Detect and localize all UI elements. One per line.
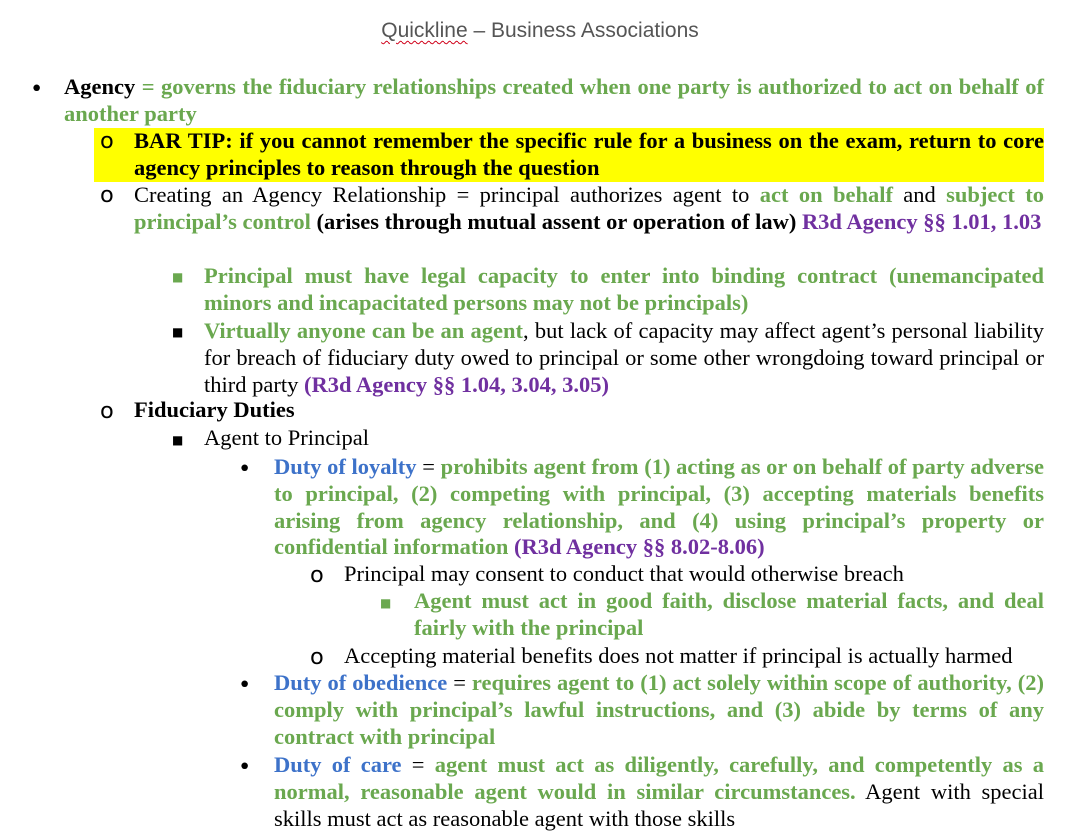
circle-bullet: o [310,644,324,670]
disc-bullet: • [238,456,252,482]
circle-bullet: o [310,562,324,588]
agent-capacity-citation: (R3d Agency §§ 1.04, 3.04, 3.05) [303,371,609,397]
agent-capacity-item [204,318,1044,398]
care-eq: = [401,752,435,777]
loyalty-eq: = [416,454,441,479]
agent-capacity-lead: Virtually anyone can be an agent [204,318,524,343]
principal-capacity-item [204,263,1044,317]
circle-bullet: o [100,128,114,154]
duty-of-loyalty-item [274,454,1044,561]
agent-to-principal-item [204,425,1044,452]
page-header [0,19,1080,43]
care-special-skills: Agent with special skills must act as reasonable agent with those skills [274,778,1044,831]
loyalty-citation: (R3d Agency §§ 8.02-8.06) [508,534,765,560]
disc-bullet: • [30,76,44,102]
good-faith-text: Agent must act in good faith, disclose material facts, and deal fairly with the principal [414,588,1044,640]
agency-item [64,74,1044,128]
obedience-eq: = [447,670,472,695]
creating-act-on-behalf: act on behalf [759,182,893,207]
creating-citation: R3d Agency §§ 1.01, 1.03 [801,208,1042,234]
good-faith-item [414,588,1044,642]
obedience-term: Duty of obedience [274,670,448,695]
benefits-item [344,643,1044,670]
header-title: – Business Associations [467,19,699,42]
bar-tip-item [134,128,1044,182]
bar-tip-text: BAR TIP: if you cannot remember the specific rule for a business on the exam, return to core agency principles to reason through the question [134,128,1044,180]
loyalty-term: Duty of loyalty [274,454,417,479]
creating-text-c: and [892,182,947,207]
obedience-definition: requires agent to (1) act solely within scope of authority, (2) comply with principal’s lawful instructions, and (3) abide by terms of any contract with principal [274,670,1044,749]
care-term: Duty of care [274,752,402,777]
creating-mutual-assent: (arises through mutual assent or operation of law) [310,208,802,234]
creating-agency-item [134,182,1044,236]
care-definition: agent must act as diligently, carefully, and competently as a normal, reasonable agent would in similar circumstances. [274,752,1044,804]
duty-of-obedience-item [274,670,1044,750]
agent-to-principal-text: Agent to Principal [204,425,369,450]
square-bullet: ■ [172,270,184,284]
consent-text: Principal may consent to conduct that would otherwise breach [344,561,904,586]
principal-capacity-text: Principal must have legal capacity to enter into binding contract (unemancipated minors and incapacitated persons may not be principals) [204,263,1044,315]
disc-bullet: • [238,754,252,780]
benefits-text: Accepting material benefits does not matter if principal is actually harmed [344,643,1013,668]
agent-capacity-text: , but lack of capacity may affect agent’s personal liability for breach of fiduciary duty owed to principal or some other wrongdoing toward principal or third party [204,318,1044,397]
agency-definition: = governs the fiduciary relationships created when one party is authorized to act on behalf of another party [64,74,1044,126]
consent-item [344,561,1044,588]
loyalty-definition: prohibits agent from (1) acting as or on behalf of party adverse to principal, (2) competing with principal, (3) accepting materials benefits arising from agency relationship, and (4) using principal’s property or confidential information [274,454,1044,560]
circle-bullet: o [100,398,114,424]
fiduciary-duties-item [134,397,1044,424]
disc-bullet: • [238,672,252,698]
creating-subject-to-control: subject to principal’s control [134,182,1044,234]
creating-text-a: Creating an Agency Relationship = principal authorizes agent to [134,182,760,207]
square-bullet: ■ [380,596,392,610]
header-app-name: Quickline [381,19,468,42]
duty-of-care-item [274,752,1044,832]
square-bullet: ■ [172,325,184,339]
circle-bullet: o [100,182,114,208]
square-bullet: ■ [172,433,184,447]
agency-term: Agency [64,74,136,99]
fiduciary-duties-heading: Fiduciary Duties [134,397,295,422]
